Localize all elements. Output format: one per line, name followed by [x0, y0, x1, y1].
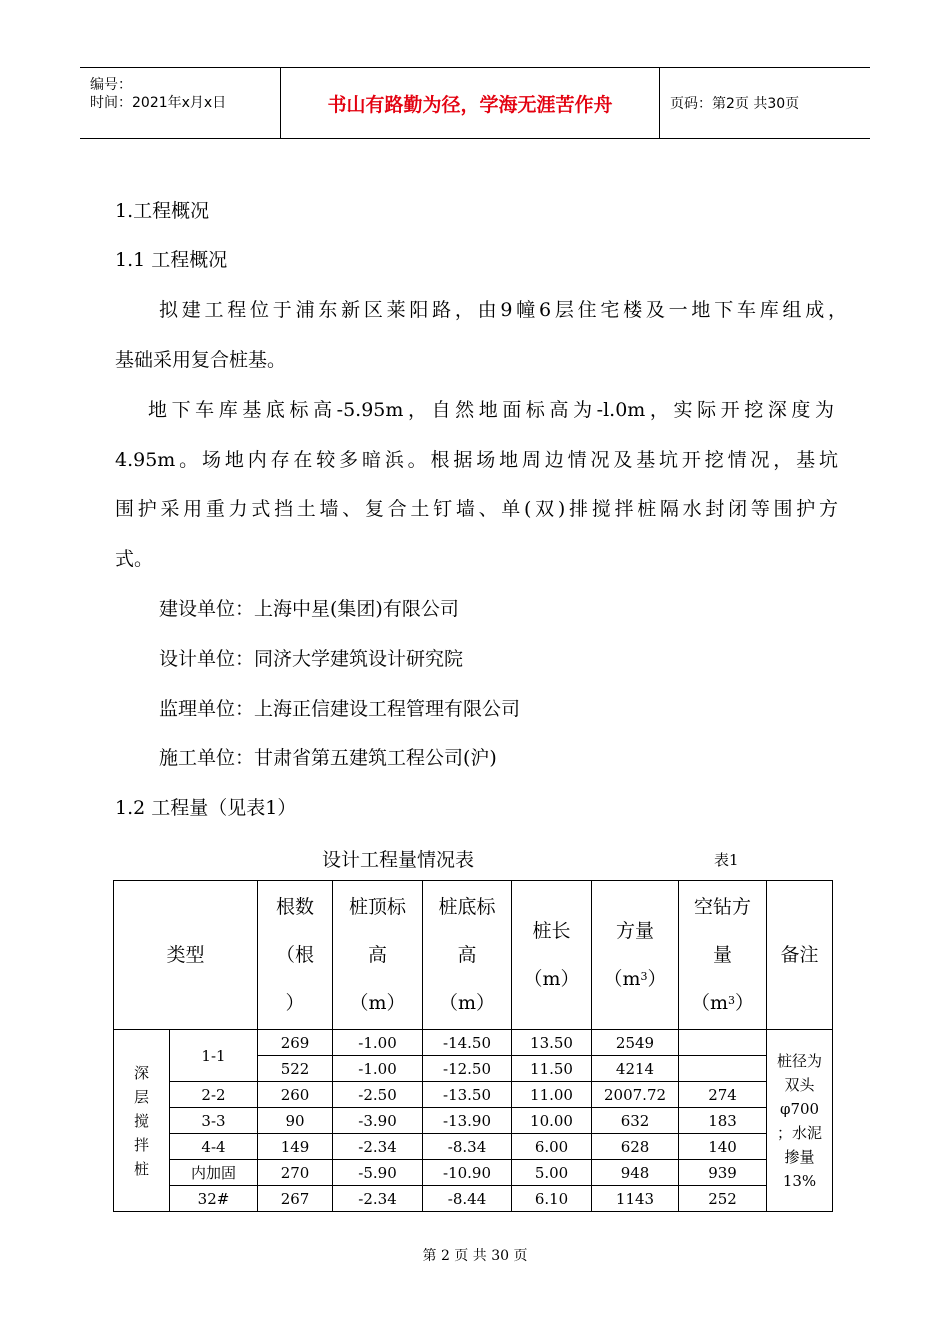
row-bottom: -8.44	[423, 1186, 512, 1212]
row-length: 6.00	[512, 1134, 592, 1160]
header-bottom-elevation: 桩底标 高 （m）	[423, 881, 512, 1030]
row-top: -2.34	[333, 1134, 423, 1160]
row-volume: 4214	[592, 1056, 679, 1082]
row-volume: 632	[592, 1108, 679, 1134]
supervision-unit: 监理单位：上海正信建设工程管理有限公司	[159, 698, 521, 720]
header-remark: 备注	[767, 881, 833, 1030]
row-top: -5.90	[333, 1160, 423, 1186]
row-empty: 140	[679, 1134, 767, 1160]
row-sub: 4-4	[170, 1134, 258, 1160]
row-count: 260	[258, 1082, 333, 1108]
row-count: 90	[258, 1108, 333, 1134]
paragraph-2-line-2: 4.95m。场地内存在较多暗浜。根据场地周边情况及基坑开挖情况，基坑	[115, 449, 838, 471]
row-volume: 628	[592, 1134, 679, 1160]
row-sub: 内加固	[170, 1160, 258, 1186]
row-sub: 3-3	[170, 1108, 258, 1134]
row-empty: 274	[679, 1082, 767, 1108]
row-sub: 32#	[170, 1186, 258, 1212]
row-volume: 2549	[592, 1030, 679, 1056]
row-volume: 1143	[592, 1186, 679, 1212]
row-empty	[679, 1030, 767, 1056]
row-length: 10.00	[512, 1108, 592, 1134]
paragraph-2-line-3: 围护采用重力式挡土墙、复合土钉墙、单(双)排搅拌桩隔水封闭等围护方	[115, 498, 838, 520]
table-number: 表1	[714, 851, 739, 869]
row-length: 6.10	[512, 1186, 592, 1212]
table-row	[114, 1082, 833, 1108]
row-top: -1.00	[333, 1056, 423, 1082]
table-row	[114, 1186, 833, 1212]
row-bottom: -8.34	[423, 1134, 512, 1160]
row-count: 149	[258, 1134, 333, 1160]
row-empty	[679, 1056, 767, 1082]
header-type: 类型	[114, 881, 258, 1030]
row-bottom: -14.50	[423, 1030, 512, 1056]
remark-cell: 桩径为 双头 φ700 ；水泥 掺量 13%	[767, 1030, 833, 1212]
row-sub: 1-1	[170, 1030, 258, 1082]
row-length: 11.50	[512, 1056, 592, 1082]
row-empty: 252	[679, 1186, 767, 1212]
page-footer: 第 2 页 共 30 页	[422, 1248, 528, 1264]
row-empty: 183	[679, 1108, 767, 1134]
design-unit: 设计单位：同济大学建筑设计研究院	[159, 648, 464, 670]
construction-unit: 施工单位：甘肃省第五建筑工程公司(沪)	[159, 747, 497, 769]
header-volume: 方量 $(m^3)$	[592, 881, 679, 1030]
row-bottom: -13.50	[423, 1082, 512, 1108]
builder-unit: 建设单位：上海中星(集团)有限公司	[159, 598, 459, 620]
section-heading-1-1: 1.1 工程概况	[115, 249, 228, 271]
paragraph-1-line-2: 基础采用复合桩基。	[115, 349, 287, 371]
number-label: 编号：	[90, 77, 132, 93]
table-caption: 设计工程量情况表	[322, 849, 475, 871]
row-empty: 939	[679, 1160, 767, 1186]
row-count: 269	[258, 1030, 333, 1056]
row-bottom: -10.90	[423, 1160, 512, 1186]
table-row	[114, 1160, 833, 1186]
table-row	[114, 1030, 833, 1056]
table-row	[114, 1108, 833, 1134]
row-count: 522	[258, 1056, 333, 1082]
row-count: 270	[258, 1160, 333, 1186]
row-count: 267	[258, 1186, 333, 1212]
row-top: -2.34	[333, 1186, 423, 1212]
header-motto: 书山有路勤为径，学海无涯苦作舟	[281, 68, 660, 138]
page-header	[80, 67, 870, 139]
section-heading-1-2: 1.2 工程量（见表1）	[115, 797, 297, 819]
row-top: -1.00	[333, 1030, 423, 1056]
header-top-elevation: 桩顶标 高 （m）	[333, 881, 423, 1030]
row-sub: 2-2	[170, 1082, 258, 1108]
paragraph-1-line-1: 拟建工程位于浦东新区莱阳路，由9幢6层住宅楼及一地下车库组成，	[159, 299, 847, 321]
row-bottom: -13.90	[423, 1108, 512, 1134]
row-bottom: -12.50	[423, 1056, 512, 1082]
section-heading-1: 1.工程概况	[115, 200, 210, 222]
group-label: 深 层 搅 拌 桩	[114, 1030, 170, 1212]
time-label: 时间：2021年x月x日	[90, 95, 227, 111]
row-length: 5.00	[512, 1160, 592, 1186]
row-length: 11.00	[512, 1082, 592, 1108]
header-count: 根数 （根 ）	[258, 881, 333, 1030]
row-top: -3.90	[333, 1108, 423, 1134]
row-top: -2.50	[333, 1082, 423, 1108]
paragraph-2-line-4: 式。	[115, 548, 154, 570]
header-page-info: 页码：第2页 共30页	[670, 96, 800, 112]
paragraph-2-line-1: 地下车库基底标高-5.95m，自然地面标高为-l.0m，实际开挖深度为	[148, 399, 834, 421]
table-row	[114, 1134, 833, 1160]
row-length: 13.50	[512, 1030, 592, 1056]
table-header-row	[114, 881, 833, 1030]
row-volume: 2007.72	[592, 1082, 679, 1108]
header-empty-drill: 空钻方 量 $(m^3)$	[679, 881, 767, 1030]
header-meta	[80, 68, 281, 138]
header-length: 桩长 （m）	[512, 881, 592, 1030]
quantity-table	[113, 880, 833, 1212]
row-volume: 948	[592, 1160, 679, 1186]
